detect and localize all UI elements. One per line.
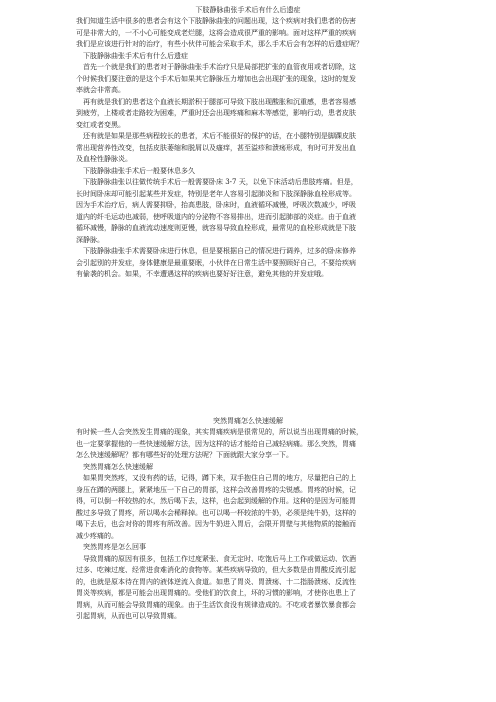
article-title: 突然胃痛怎么快速缓解 <box>213 417 283 425</box>
paragraph <box>0 473 496 542</box>
text-line: 及血栓性静脉炎。 <box>76 155 132 163</box>
text-line: 首先一个就是我们的患者对于静脉曲张手术治疗只是局部把扩张的血管夜用或者切除，这 <box>83 63 356 71</box>
paragraph <box>0 131 496 166</box>
article-stomach-pain <box>0 415 496 623</box>
text-line: 突然胃疼是怎么回事 <box>83 543 146 551</box>
paragraph <box>0 554 496 623</box>
paragraph <box>0 177 496 246</box>
text-line: 深静脉。 <box>76 235 104 244</box>
text-line: 怎么快速缓解呢？都有哪些好的处理方法呢？下面就跟大家分享一下。 <box>76 451 293 459</box>
text-line: 身压在蹲的两腿上，紧紧地压一下自己的胃部，这样会改善胃疼的尖锐感。胃疼的时候，记 <box>76 485 356 494</box>
text-line: 也一定要掌握他的一些快速缓解方法，因为这样的话才能给自己减轻病痛。那么突然，胃痛 <box>76 439 356 448</box>
paragraph <box>0 97 496 132</box>
paragraph <box>0 16 496 51</box>
text-line: 下肢静脉曲张手术后一般要休息多久 <box>83 166 195 175</box>
text-line: 减少疼痛的。 <box>76 531 118 540</box>
text-line: 得，可以倒一杯较热的水，然后喝下去，这样，也会起到缓解的作用。这种的是因为可能胃 <box>76 497 356 505</box>
text-line: 再有就是我们的患者这个血液长期淤积于腿部可导致下肢出现酸胀和沉重感，患者容易感 <box>83 97 356 106</box>
text-line: 过多、吃辣过度、经常进食难消化的食物等。某些疾病导致的，但大多数是由胃酸反流引起 <box>76 566 356 574</box>
article-body <box>0 427 496 623</box>
paragraph <box>0 462 496 474</box>
text-line: 循环减慢，静脉的血液流动速度则更慢，就容易导致血栓形成，最常见的血栓形成就是下肢 <box>76 224 356 232</box>
article-body <box>0 16 496 281</box>
paragraph <box>0 246 496 281</box>
text-line: 引起胃病，从而也可以导致胃痛。 <box>76 612 181 620</box>
text-line: 有时候一些人会突然发生胃痛的现象，其实胃痛疾病是很常见的，所以说当出现胃痛的时候， <box>76 428 363 436</box>
paragraph <box>0 427 496 462</box>
text-line: 我们知道生活中很多的患者会有这个下肢静脉曲张的问题出现，这个疾病对我们患者的伤害 <box>76 17 356 25</box>
text-line: 常出现营养性改变，包括皮肤萎缩和脱屑以及瘙痒，甚至溢疹和溃疡形成，有时可并发出血 <box>76 143 356 152</box>
text-line: 喝下去后，也会对你的胃疼有所改善。因为牛奶进入胃后，会限开胃壁与其他物质的接触而 <box>76 520 356 528</box>
text-line: 率就会非常高。 <box>76 86 125 94</box>
text-line: 会引起别的并发症，身体健康是最重要眠，小伙伴在日常生活中要照顾好自己，不要给疾病 <box>76 258 356 267</box>
text-line: 酸过多导致了胃疼，所以喝水会稀释掉。也可以喝一杯较浓的牛奶，必须是纯牛奶，这样的 <box>76 508 356 517</box>
article-title: 下肢静脉曲张手术后有什么后遗症 <box>195 6 301 14</box>
text-line: 胃病，从而可能会导致胃痛的现象。由于生活饮食没有规律造成的。不吃或者暴饮暴食都会 <box>76 600 356 609</box>
text-line: 如果胃突然疼，又没有药的话，记得，蹲下来，双手抱住自己胃的地方，尽量把自己的上 <box>83 474 356 482</box>
paragraph <box>0 166 496 178</box>
text-line: 到疲劳，上楼或者走路较为困难，严重时还会出现疼痛和麻木等感觉，影响行动，患者皮肤 <box>76 109 356 117</box>
text-line: 个时候我们要注意的是这个手术后如果其它静脉压力增加也会出现扩张的现象，这时的复发 <box>76 74 356 83</box>
text-line: 胃炎等疾病，都是可能会出现胃痛的。受他们的饮食上，坏的习惯的影响，才使你也患上了 <box>76 589 356 597</box>
text-line: 的，也就是原本待在胃内的液体逆流入食道。如患了胃炎、胃溃疡、十二指肠溃疡、反流性 <box>76 577 356 586</box>
text-line: 下肢静脉曲张以往做传统手术后一般需要卧床 3-7 天，以免下床活动后患肢疼痛。但是， <box>83 178 358 186</box>
text-line: 突然胃痛怎么快速缓解 <box>83 462 153 471</box>
paragraph <box>0 62 496 97</box>
text-line: 还有就是如果是那些病程较长的患者，术后不能很好的保护的话，在小腿特别是脚踝皮肤 <box>83 132 356 140</box>
text-line: 有偷袭的机会。如果，不幸遭遇这样的疾病也要好好注意，避免其他的并发症哦。 <box>76 270 328 278</box>
text-line: 导致胃痛的原因有很多，包括工作过度紧张、食无定时、吃饱后马上工作或做运动、饮酒 <box>83 554 356 563</box>
text-line: 变红或者变黑。 <box>76 120 125 129</box>
text-line: 道内的纤毛运动也减弱，使呼吸道内的分泌物不容易排出，进而引起肺部的炎症。由于血液 <box>76 212 356 221</box>
text-line: 下肢静脉曲张手术需要卧床进行休息，但是要根据自己的情况进行调养，过多的卧床修养 <box>83 247 356 255</box>
text-line: 可是非常大的，一不小心可能变成老烂腿，这将会造成很严重的影响。面对这样严重的疾病 <box>76 28 356 37</box>
paragraph <box>0 51 496 63</box>
article-varicose-veins <box>0 4 496 281</box>
text-line: 下肢静脉曲张手术后有什么后遗症 <box>83 51 188 60</box>
text-line: 因为手术治疗后，病人需要抑卧，抬高患肢，卧床时，血液循环减慢，呼吸次数减少，呼吸 <box>76 201 356 209</box>
text-line: 长时间卧床却可能引起某些并发症，特别是老年人容易引起肺炎和下肢深静脉血栓形成等。 <box>76 189 356 198</box>
text-line: 我们是应该进行针对的治疗，有些小伙伴可能会采取手术，那么手术后会有怎样的后遗症呢？ <box>76 40 363 48</box>
paragraph <box>0 542 496 554</box>
